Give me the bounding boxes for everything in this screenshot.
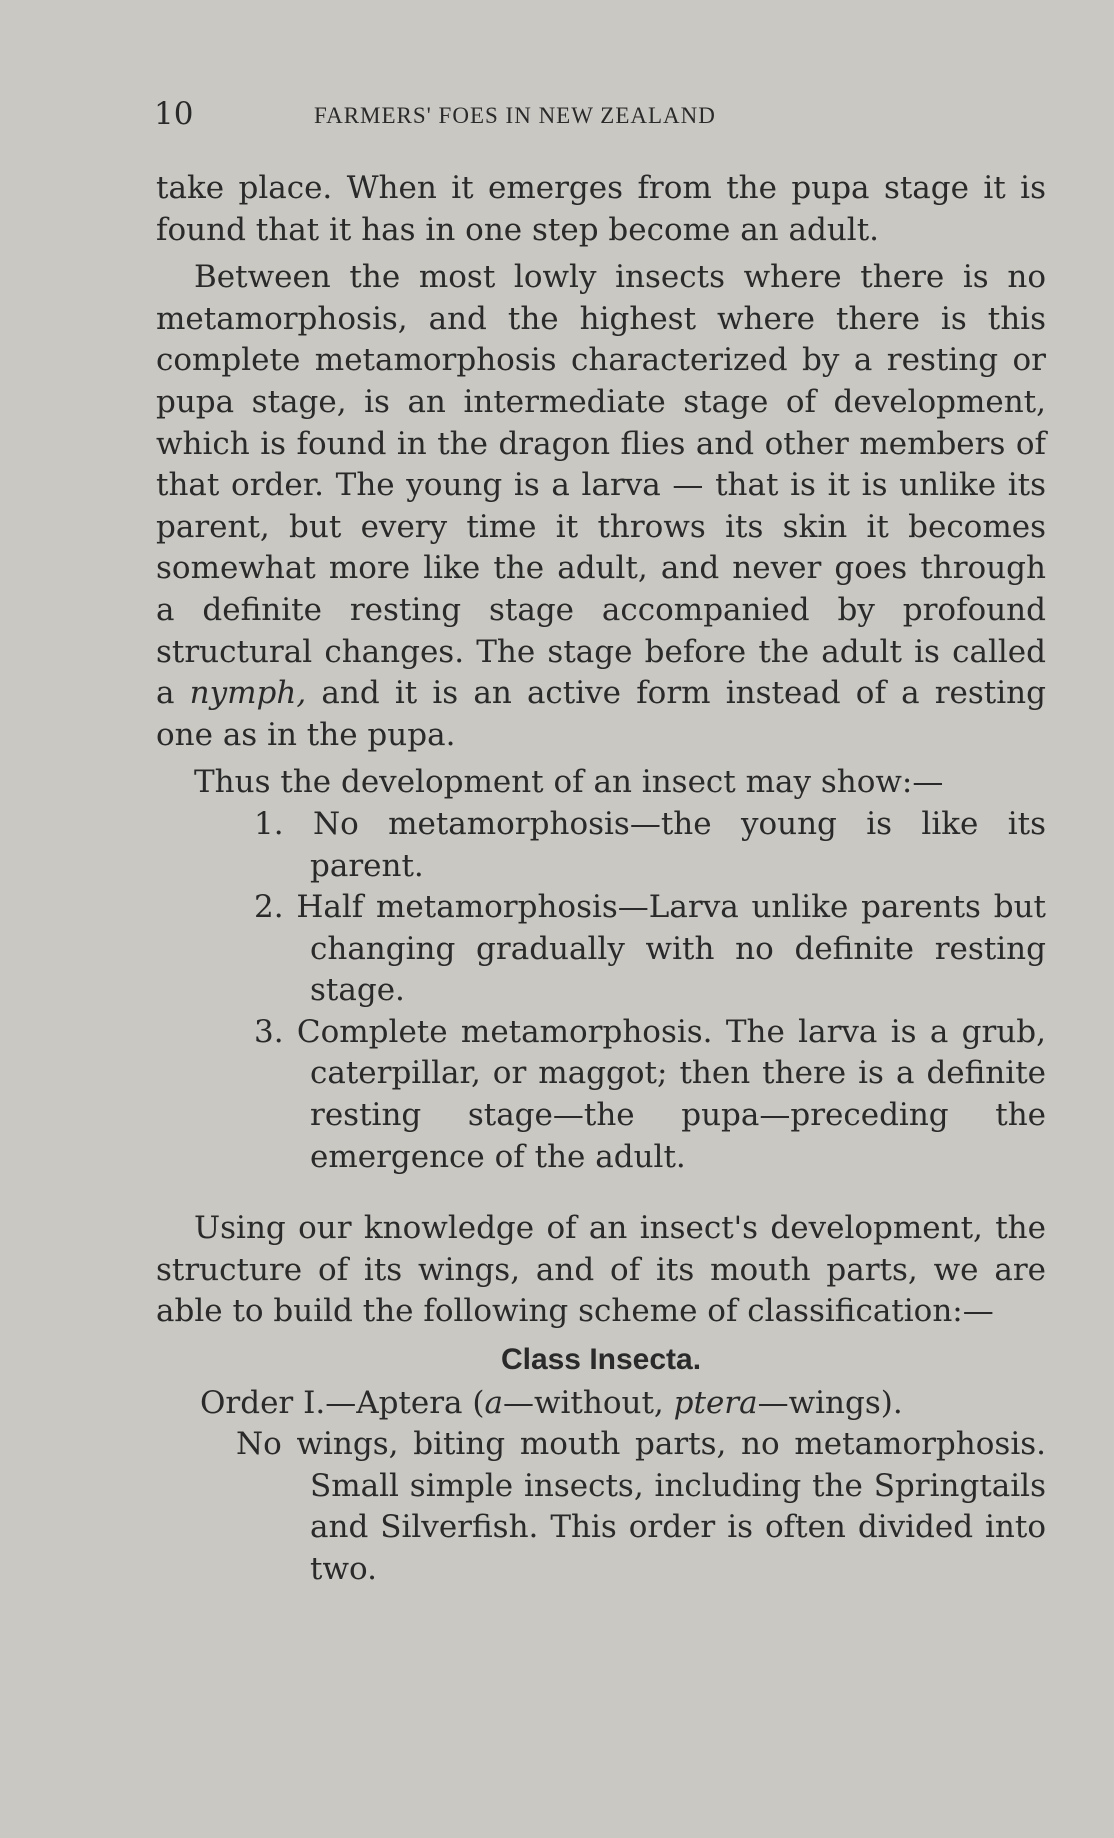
list-item — [156, 1012, 1046, 1178]
running-title: FARMERS' FOES IN NEW ZEALAND — [314, 103, 716, 128]
section-heading: Class Insecta. — [500, 1343, 702, 1377]
list-number: 1. — [254, 805, 284, 842]
order-heading — [156, 1383, 1046, 1425]
term-nymph: nymph, — [189, 675, 307, 712]
term-a: a — [484, 1384, 503, 1421]
list-text: Half metamorphosis—Larva unlike parents but changing gradually with no definite resting stage. — [296, 889, 1046, 1009]
list-text: No metamorphosis—the young is like its parent. — [310, 805, 1047, 884]
term-ptera: ptera — [673, 1384, 758, 1421]
paragraph-classification: Using our knowledge of an insect's development, the structure of its wings, and of its mouth parts, we are able to build the following scheme of classification:— — [156, 1210, 1046, 1330]
order-text: Order I.—Aptera ( — [200, 1384, 485, 1421]
paragraph-development-intro: Thus the development of an insect may show:— — [194, 764, 944, 801]
page-number: 10 — [154, 96, 194, 132]
running-head — [154, 96, 1054, 136]
paragraph-continuation: take place. When it emerges from the pupa stage it is found that it has in one step become an adult. — [156, 170, 1046, 248]
list-number: 2. — [254, 889, 284, 926]
paragraph-intermediate-stage — [156, 257, 1046, 756]
metamorphosis-list — [156, 804, 1046, 1178]
order-description: No wings, biting mouth parts, no metamorphosis. Small simple insects, including the Springtails and Silverfish. This order is often divided into two. — [236, 1426, 1046, 1587]
list-item — [156, 887, 1046, 1012]
list-item — [156, 804, 1046, 887]
list-number: 3. — [254, 1013, 284, 1050]
order-text: —wings). — [757, 1384, 903, 1421]
list-text: Complete metamorphosis. The larva is a grub, caterpillar, or maggot; then there is a definite resting stage—the pupa—preceding the emergence of the adult. — [296, 1013, 1046, 1175]
order-text: —without, — [502, 1384, 674, 1421]
page-body — [156, 168, 1046, 1591]
paragraph-text: Between the most lowly insects where there is no metamorphosis, and the highest where there is this complete metamorphosis characterized by a resting or pupa stage, is an intermediate stage of development, which is found in the dragon flies and other members of that order. The young is a larva — that is it is unlike its parent, but every time it throws its skin it becomes somewhat more like the adult, and never goes through a definite resting stage accompanied by profound structural changes. The stage before the adult is called a — [156, 259, 1046, 712]
paragraph-text: and it is an active form instead of a resting one as in the pupa. — [156, 675, 1046, 753]
